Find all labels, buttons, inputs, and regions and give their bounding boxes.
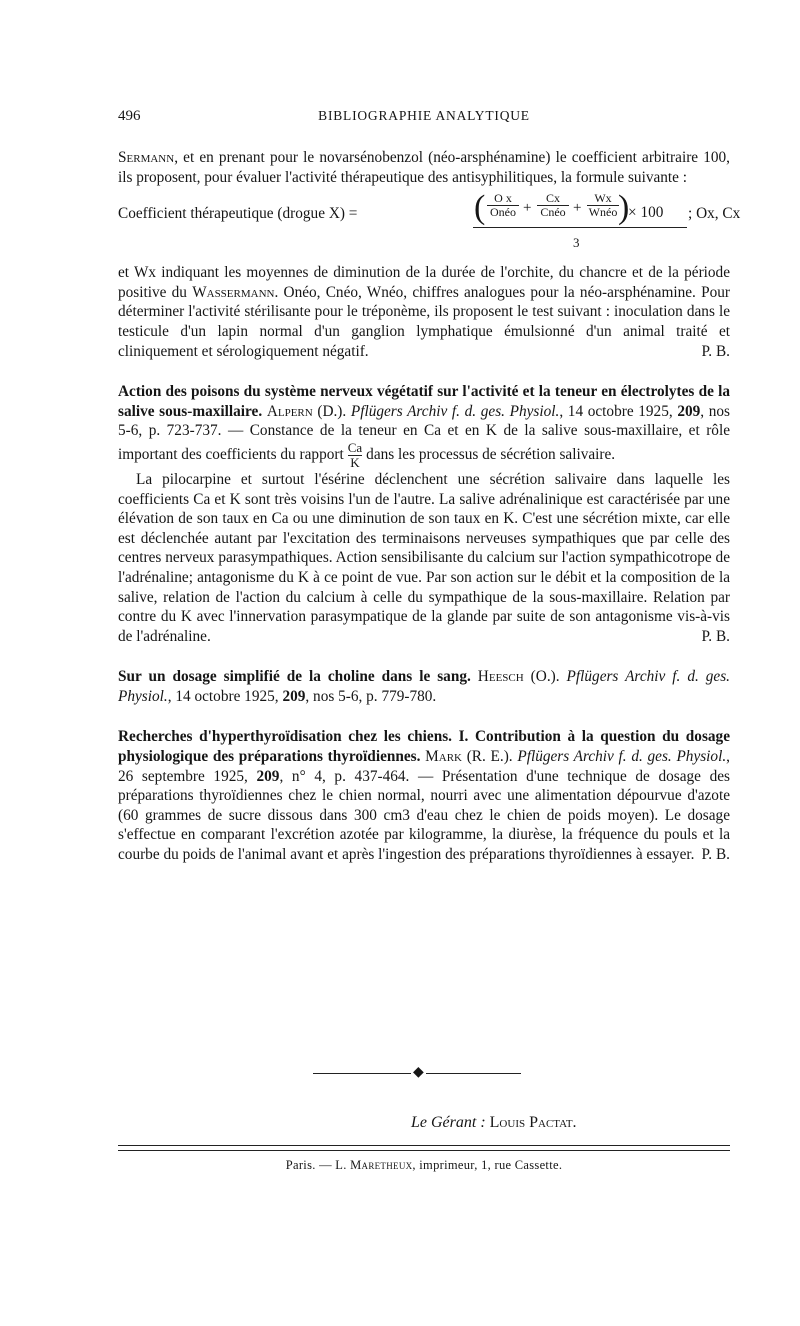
times-hundred: × 100 — [628, 204, 664, 222]
intro-paragraph — [118, 148, 730, 187]
fraction-denominator: Wnéo — [588, 205, 618, 220]
imprint-prefix: Paris. — L. — [285, 1158, 351, 1172]
volume-number: 209 — [256, 767, 280, 785]
paragraph-after-formula — [118, 263, 730, 361]
entry-heesch — [118, 667, 730, 706]
printer-name: Maretheux — [350, 1158, 413, 1172]
entry-title: Action des poisons du système nerveux végétatif sur l'activité et la teneur en électrolytes de la salive sous-maxillaire. — [118, 383, 730, 420]
entry-title: Recherches d'hyperthyroïdisation chez les chiens. I. Contribution à la question du dosage physiologique des préparations thyroïdiennes. — [118, 728, 730, 766]
left-paren: ( — [474, 189, 486, 227]
entry-body-text: La pilocarpine et surtout l'ésérine déclenchent une sécrétion salivaire dans laquelle les coefficients Ca et K sont très voisins l'un de l'autre. La salive adrénalinique est caractérisée par une élévation de son taux en Ca ou une diminution de son taux en K. C'est une sécrétion mixte, car elle est déclenchée autant par l'excitation des terminaisons nerveuses sympathiques que par celle des centres nerveux parasympathiques. Action sensibilisante du calcium sur l'action sympathicotrope de l'adrénaline; antagonisme du K à ce point de vue. Par son action sur le débit et la composition de la salive, relation de l'action du calcium à celle du sympathique de la sous-maxillaire. Relation par contre du K avec l'innervation parasympatique de la glande par suite de son antagonisme vis-à-vis de l'adrénaline. — [118, 470, 730, 645]
intro-text: , et en prenant pour le novarsénobenzol (néo-arsphénamine) le coefficient arbitraire 100, ils proposent, pour évaluer l'activité thérapeutique des antisyphilitiques, la formule suivante : — [118, 149, 730, 186]
signature: P. B. — [701, 627, 730, 645]
footer-double-rule — [118, 1145, 730, 1151]
formula-tail: ; Ox, Cx — [688, 205, 741, 223]
fraction-numerator: Wx — [594, 191, 612, 206]
therapeutic-coefficient-formula — [118, 189, 741, 263]
entry-pages: , nos 5-6, p. 779-780. — [305, 687, 437, 705]
page-content — [118, 148, 741, 865]
ca-k-ratio — [348, 441, 362, 470]
text-before: et Wx indiquant les moyennes de diminution de la durée de l'orchite, du chancre et de la période positive du — [118, 264, 730, 301]
author-name: Wassermann — [192, 283, 275, 301]
entry-body — [118, 470, 730, 646]
spacer — [118, 361, 730, 382]
signature: P. B. — [701, 342, 730, 360]
author-name: Mark — [420, 748, 462, 766]
author-initial: (D.). — [312, 402, 351, 420]
fraction-numerator: Cx — [545, 191, 560, 206]
ornamental-rule — [313, 1066, 521, 1080]
author-name: Heesch — [470, 668, 524, 686]
text-after: . Onéo, Cnéo, Wnéo, chiffres analogues pour la néo-arsphénamine. Pour déterminer l'activité stérilisante pour le tréponème, ils proposent le test suivant : inoculation dans le testicule d'un lapin normal d'un ganglion lymphatique émulsionné d'un animal traité et cliniquement et sérologiquement négatif. — [118, 283, 730, 360]
plus-sign: + — [573, 200, 582, 217]
entry-pages: , nos 5-6, p. 723-737. — Constance de la teneur en Ca et en K de la salive sous-maxillaire, et rôle important des coefficients du rapport — [118, 402, 730, 463]
gerant-label: Le Gérant : — [411, 1114, 490, 1131]
entry-pages: , n° 4, p. 437-464. — Présentation d'une technique de dosage des préparations thyroïdiennes chez le chien normal, nourri avec une alimentation dépourvue d'azote (60 grammes de sucre dissous dans 300 cm3 d'eau chez le chien de poids moyen). Le dosage s'effectue en comparant l'excrétion azotée par kilogramme, la diurèse, la fréquence du pouls et la courbe du poids de l'animal avant et après l'ingestion des préparations thyroïdiennes à essayer. — [118, 767, 730, 864]
entry-title: Sur un dosage simplifié de la choline dans le sang. — [118, 668, 471, 686]
entry-pages-end: dans les processus de sécrétion salivaire. — [366, 445, 616, 463]
author-initial: (O.). — [523, 668, 567, 686]
fraction-denominator: Cnéo — [537, 205, 569, 219]
ratio-numerator: Ca — [347, 439, 363, 455]
imprint-suffix: , imprimeur, 1, rue Cassette. — [412, 1158, 563, 1172]
entry-alpern — [118, 382, 730, 470]
printer-imprint — [118, 1158, 730, 1173]
running-title: BIBLIOGRAPHIE ANALYTIQUE — [318, 108, 530, 123]
entry-date: , 14 octobre 1925, — [167, 687, 283, 705]
fraction-denominator: Onéo — [487, 205, 519, 219]
fraction-numerator: O x — [494, 191, 512, 206]
right-paren: ) — [618, 189, 630, 227]
journal-name: Pflügers Archiv f. d. ges. Physiol. — [350, 402, 560, 420]
ratio-denominator: K — [348, 455, 362, 470]
plus-sign: + — [523, 200, 532, 217]
page-number: 496 — [118, 108, 141, 124]
author-initial: (R. E.). — [461, 748, 518, 766]
fraction-o — [487, 192, 519, 219]
volume-number: 209 — [677, 402, 701, 420]
journal-name: Pflügers Archiv f. d. ges. Physiol. — [517, 748, 727, 766]
author-name: Sermann — [118, 149, 175, 166]
fraction-bar — [473, 227, 687, 228]
author-name: Alpern — [266, 402, 313, 420]
spacer — [118, 646, 730, 667]
entry-mark — [118, 727, 730, 864]
entry-date: , 26 septembre 1925, — [118, 748, 730, 785]
diamond-ornament: ◆ — [413, 1065, 424, 1080]
signature: P. B. — [701, 846, 730, 864]
journal-name: Pflügers Archiv f. d. ges. Physiol. — [118, 668, 730, 705]
spacer — [118, 706, 730, 727]
fraction-c — [537, 192, 569, 219]
volume-number: 209 — [282, 687, 306, 705]
page-header — [118, 108, 730, 130]
entry-date: , 14 octobre 1925, — [559, 402, 678, 420]
gerant-name: Louis Pactat. — [489, 1114, 577, 1131]
formula-lhs: Coefficient thérapeutique (drogue X) = — [118, 205, 358, 223]
fraction-w — [587, 192, 619, 219]
formula-divisor: 3 — [573, 235, 580, 251]
gerant-line — [411, 1114, 577, 1132]
